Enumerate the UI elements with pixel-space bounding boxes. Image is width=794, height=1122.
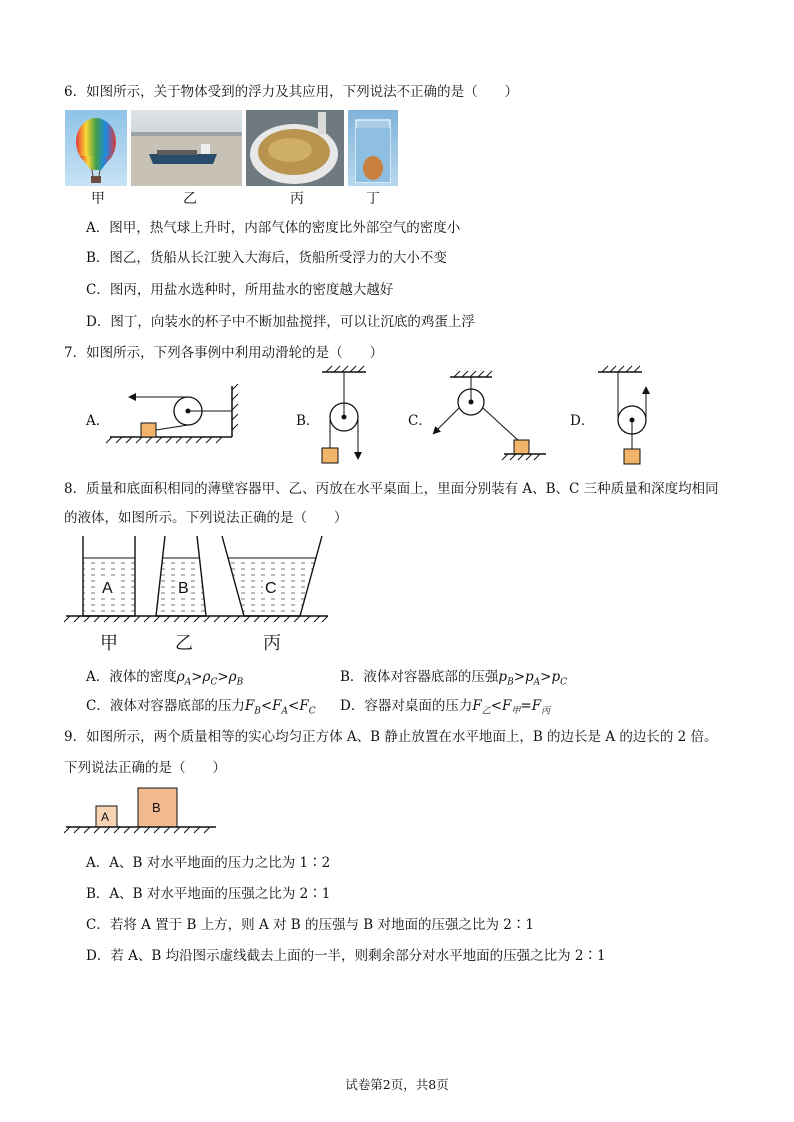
q6-caption-yi: 乙	[183, 191, 197, 207]
q6-option-b: B．图乙，货船从长江驶入大海后，货船所受浮力的大小不变	[86, 250, 447, 266]
q8-label-a: A	[102, 580, 113, 597]
q7-label-d: D．	[570, 413, 595, 429]
q7-figure-c	[434, 371, 546, 460]
q8-container-yi	[156, 536, 206, 616]
q9-stem-line2: 下列说法正确的是（ ）	[64, 760, 226, 776]
page-footer: 试卷第2页，共8页	[345, 1077, 449, 1092]
q8-stem-line2: 的液体，如图所示。下列说法正确的是（ ）	[64, 510, 348, 526]
q7-stem: 7．如图所示，下列各事例中利用动滑轮的是（ ）	[64, 345, 384, 361]
q9-block-b-label: B	[152, 800, 161, 815]
q8-option-b: B．液体对容器底部的压强$p_B>p_A>p_C$	[340, 669, 568, 688]
q8-label-b: B	[178, 580, 189, 597]
q7-label-a: A．	[86, 413, 110, 429]
q8-caption-jia: 甲	[100, 633, 118, 654]
q6-option-d: D．图丁，向装水的杯子中不断加盐搅拌，可以让沉底的鸡蛋上浮	[86, 314, 475, 330]
q9-stem-line1: 9．如图所示，两个质量相等的实心均匀正方体 A、B 静止放置在水平地面上，B 的边长是 A 的边长的 2 倍。	[64, 729, 718, 745]
q8-stem-line1: 8．质量和底面积相同的薄壁容器甲、乙、丙放在水平桌面上，里面分别装有 A、B、C 三种质量和深度均相同	[64, 481, 719, 497]
q7-pulley-figures	[0, 360, 794, 470]
q9-block-a-label: A	[101, 810, 110, 824]
q8-container-jia	[83, 536, 135, 616]
q7-label-b: B．	[296, 413, 320, 429]
q6-caption-jia: 甲	[91, 191, 105, 207]
q8-option-d: D．容器对桌面的压力$F_乙<F_甲=F_丙$	[340, 698, 551, 717]
q6-caption-ding: 丁	[366, 191, 380, 207]
q8-option-a: A．液体的密度$\rho_A>\rho_C>\rho_B$	[86, 669, 244, 688]
q7-figure-d	[598, 366, 646, 464]
q7-label-c: C．	[408, 413, 432, 429]
q9-option-b: B．A、B 对水平地面的压强之比为 2∶1	[86, 886, 331, 902]
q6-photo-salt-water-seeds	[246, 110, 344, 186]
q6-option-c: C．图丙，用盐水选种时，所用盐水的密度越大越好	[86, 282, 394, 298]
q8-option-c: C．液体对容器底部的压力$F_B<F_A<F_C$	[86, 698, 316, 717]
q8-caption-yi: 乙	[175, 633, 193, 654]
q6-option-a: A．图甲，热气球上升时，内部气体的密度比外部空气的密度小	[86, 220, 461, 236]
q9-cubes-figure	[60, 780, 230, 840]
q7-figure-b	[322, 366, 366, 463]
q8-caption-bing: 丙	[263, 633, 281, 654]
q6-photo-cargo-ship	[131, 110, 242, 186]
q9-option-d: D．若 A、B 均沿图示虚线截去上面的一半，则剩余部分对水平地面的压强之比为 2∶1	[86, 948, 606, 964]
q6-caption-bing: 丙	[290, 191, 304, 207]
q8-container-bing	[222, 536, 322, 616]
q9-option-c: C．若将 A 置于 B 上方，则 A 对 B 的压强与 B 对地面的压强之比为 2∶1	[86, 917, 534, 933]
q6-stem: 6．如图所示，关于物体受到的浮力及其应用，下列说法不正确的是（ ）	[64, 84, 519, 100]
q6-photo-balloon	[65, 110, 127, 186]
q8-label-c: C	[265, 580, 277, 597]
q9-option-a: A．A、B 对水平地面的压力之比为 1∶2	[86, 855, 331, 871]
q6-photo-egg-cup	[348, 110, 398, 186]
q7-figure-a	[106, 384, 238, 443]
